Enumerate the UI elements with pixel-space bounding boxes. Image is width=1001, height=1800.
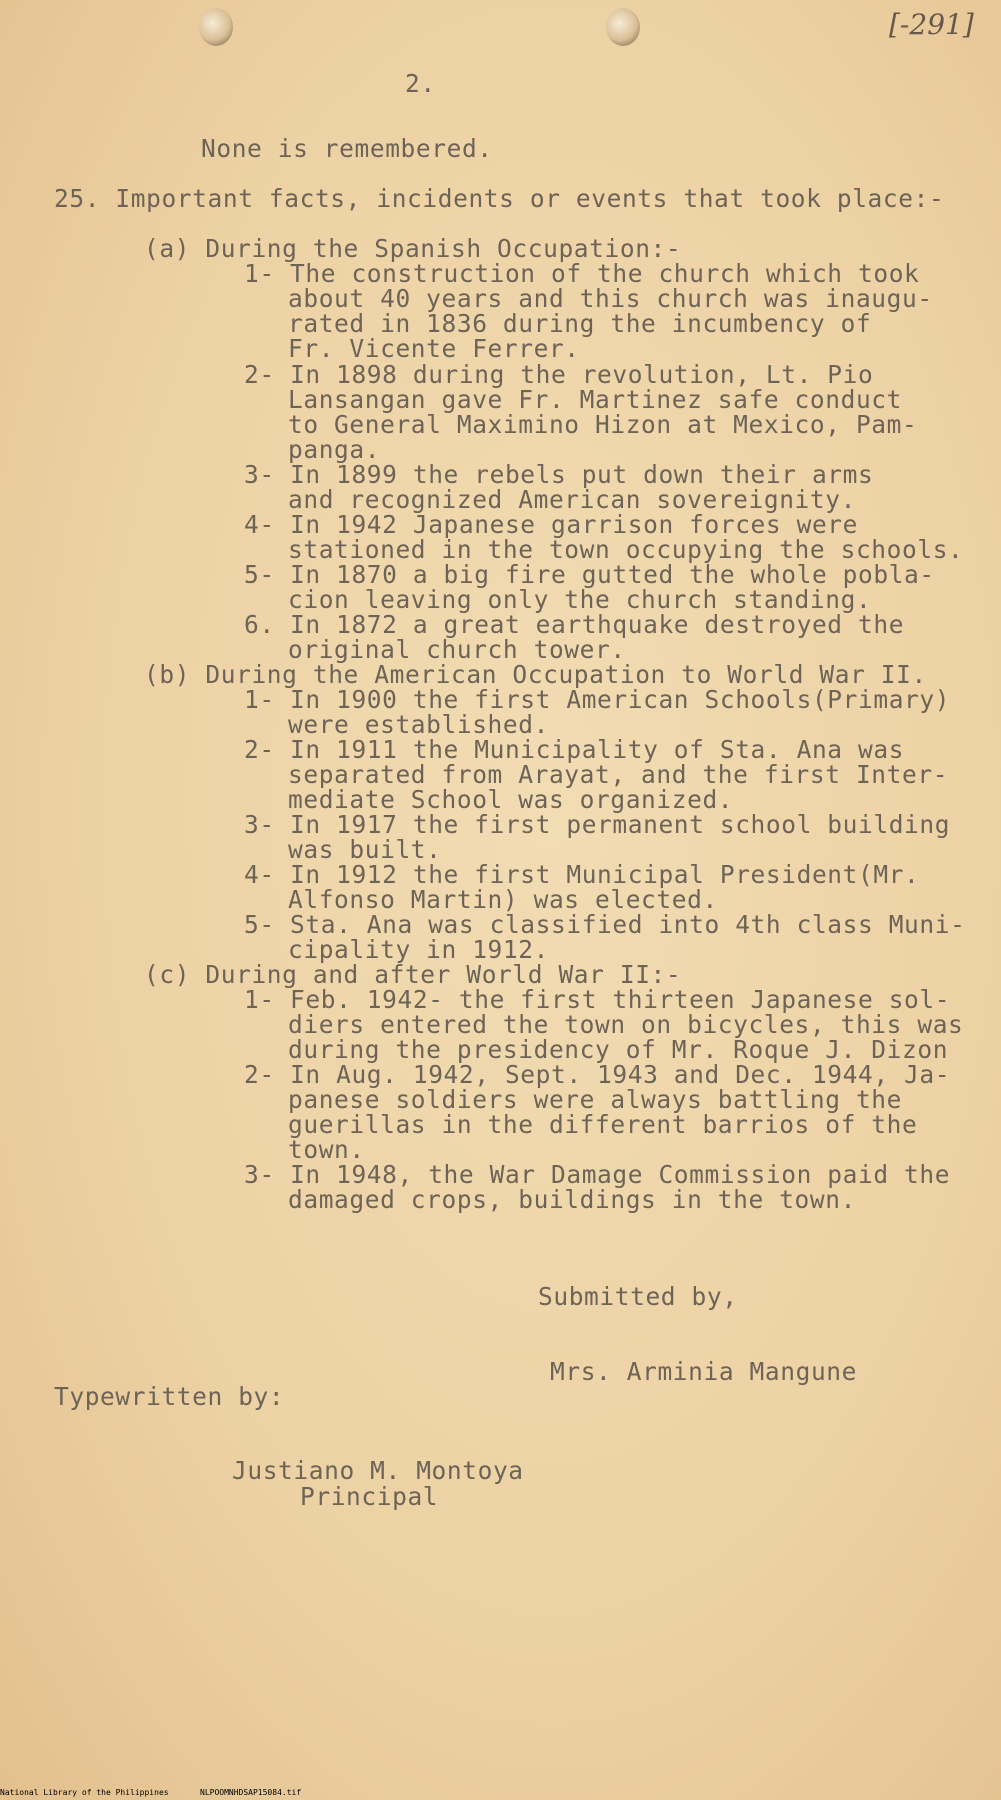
- page-number: 2.: [405, 69, 436, 98]
- text-line: 5- Sta. Ana was classified into 4th class Muni-: [244, 910, 966, 939]
- text-line: rated in 1836 during the incumbency of: [288, 309, 872, 338]
- text-line: 3- In 1899 the rebels put down their arms: [244, 460, 874, 489]
- text-line: Lansangan gave Fr. Martinez safe conduct: [288, 385, 903, 414]
- text-line: Fr. Vicente Ferrer.: [288, 334, 580, 363]
- text-line: 1- In 1900 the first American Schools(Primary): [244, 685, 951, 714]
- text-line: panese soldiers were always battling the: [288, 1085, 903, 1114]
- text-line: 5- In 1870 a big fire gutted the whole pobla-: [244, 560, 935, 589]
- text-line: 1- Feb. 1942- the first thirteen Japanese sol-: [244, 985, 951, 1014]
- text-line: damaged crops, buildings in the town.: [288, 1185, 856, 1214]
- submitted-by-label: Submitted by,: [538, 1282, 738, 1311]
- text-line: were established.: [288, 710, 549, 739]
- text-line: town.: [288, 1135, 365, 1164]
- typist-name: Justiano M. Montoya: [232, 1456, 524, 1485]
- text-line: 3- In 1948, the War Damage Commission paid the: [244, 1160, 951, 1189]
- text-line: 4- In 1912 the first Municipal President(Mr.: [244, 860, 920, 889]
- typist-title: Principal: [300, 1482, 439, 1511]
- text-line: to General Maximino Hizon at Mexico, Pam-: [288, 410, 918, 439]
- text-line: during the presidency of Mr. Roque J. Dizon: [288, 1035, 949, 1064]
- text-line: 2- In Aug. 1942, Sept. 1943 and Dec. 1944, Ja-: [244, 1060, 951, 1089]
- text-line: was built.: [288, 835, 442, 864]
- text-line: mediate School was organized.: [288, 785, 734, 814]
- text-line: 1- The construction of the church which took: [244, 259, 920, 288]
- text-line: 4- In 1942 Japanese garrison forces were: [244, 510, 859, 539]
- none-remembered-line: None is remembered.: [201, 134, 493, 163]
- section-a-heading: (a) During the Spanish Occupation:-: [144, 234, 682, 263]
- section-c-heading: (c) During and after World War II:-: [144, 960, 682, 989]
- text-line: cion leaving only the church standing.: [288, 585, 872, 614]
- text-line: Alfonso Martin) was elected.: [288, 885, 718, 914]
- text-line: guerillas in the different barrios of the: [288, 1110, 918, 1139]
- text-line: 2- In 1898 during the revolution, Lt. Pio: [244, 360, 874, 389]
- text-line: and recognized American sovereignity.: [288, 485, 856, 514]
- typewritten-by-label: Typewritten by:: [54, 1382, 285, 1411]
- text-line: separated from Arayat, and the first Inter-: [288, 760, 949, 789]
- footer-file-id: NLPOOMNHDSAP15084.tif: [200, 1788, 302, 1797]
- text-line: diers entered the town on bicycles, this was: [288, 1010, 964, 1039]
- text-line: about 40 years and this church was inaugu-: [288, 284, 933, 313]
- punch-hole-right: [606, 8, 640, 46]
- section-b-heading: (b) During the American Occupation to World War II.: [144, 660, 927, 689]
- item-25-heading: 25. Important facts, incidents or events that took place:-: [54, 184, 945, 213]
- text-line: original church tower.: [288, 635, 626, 664]
- text-line: 3- In 1917 the first permanent school building: [244, 810, 951, 839]
- text-line: stationed in the town occupying the schools.: [288, 535, 964, 564]
- text-line: cipality in 1912.: [288, 935, 549, 964]
- text-line: panga.: [288, 435, 381, 464]
- corner-page-mark: [-291]: [889, 8, 974, 41]
- submitter-name: Mrs. Arminia Mangune: [550, 1357, 858, 1386]
- text-line: 2- In 1911 the Municipality of Sta. Ana was: [244, 735, 905, 764]
- text-line: 6. In 1872 a great earthquake destroyed the: [244, 610, 905, 639]
- footer-library-label: National Library of the Philippines: [0, 1788, 169, 1797]
- punch-hole-left: [199, 8, 233, 46]
